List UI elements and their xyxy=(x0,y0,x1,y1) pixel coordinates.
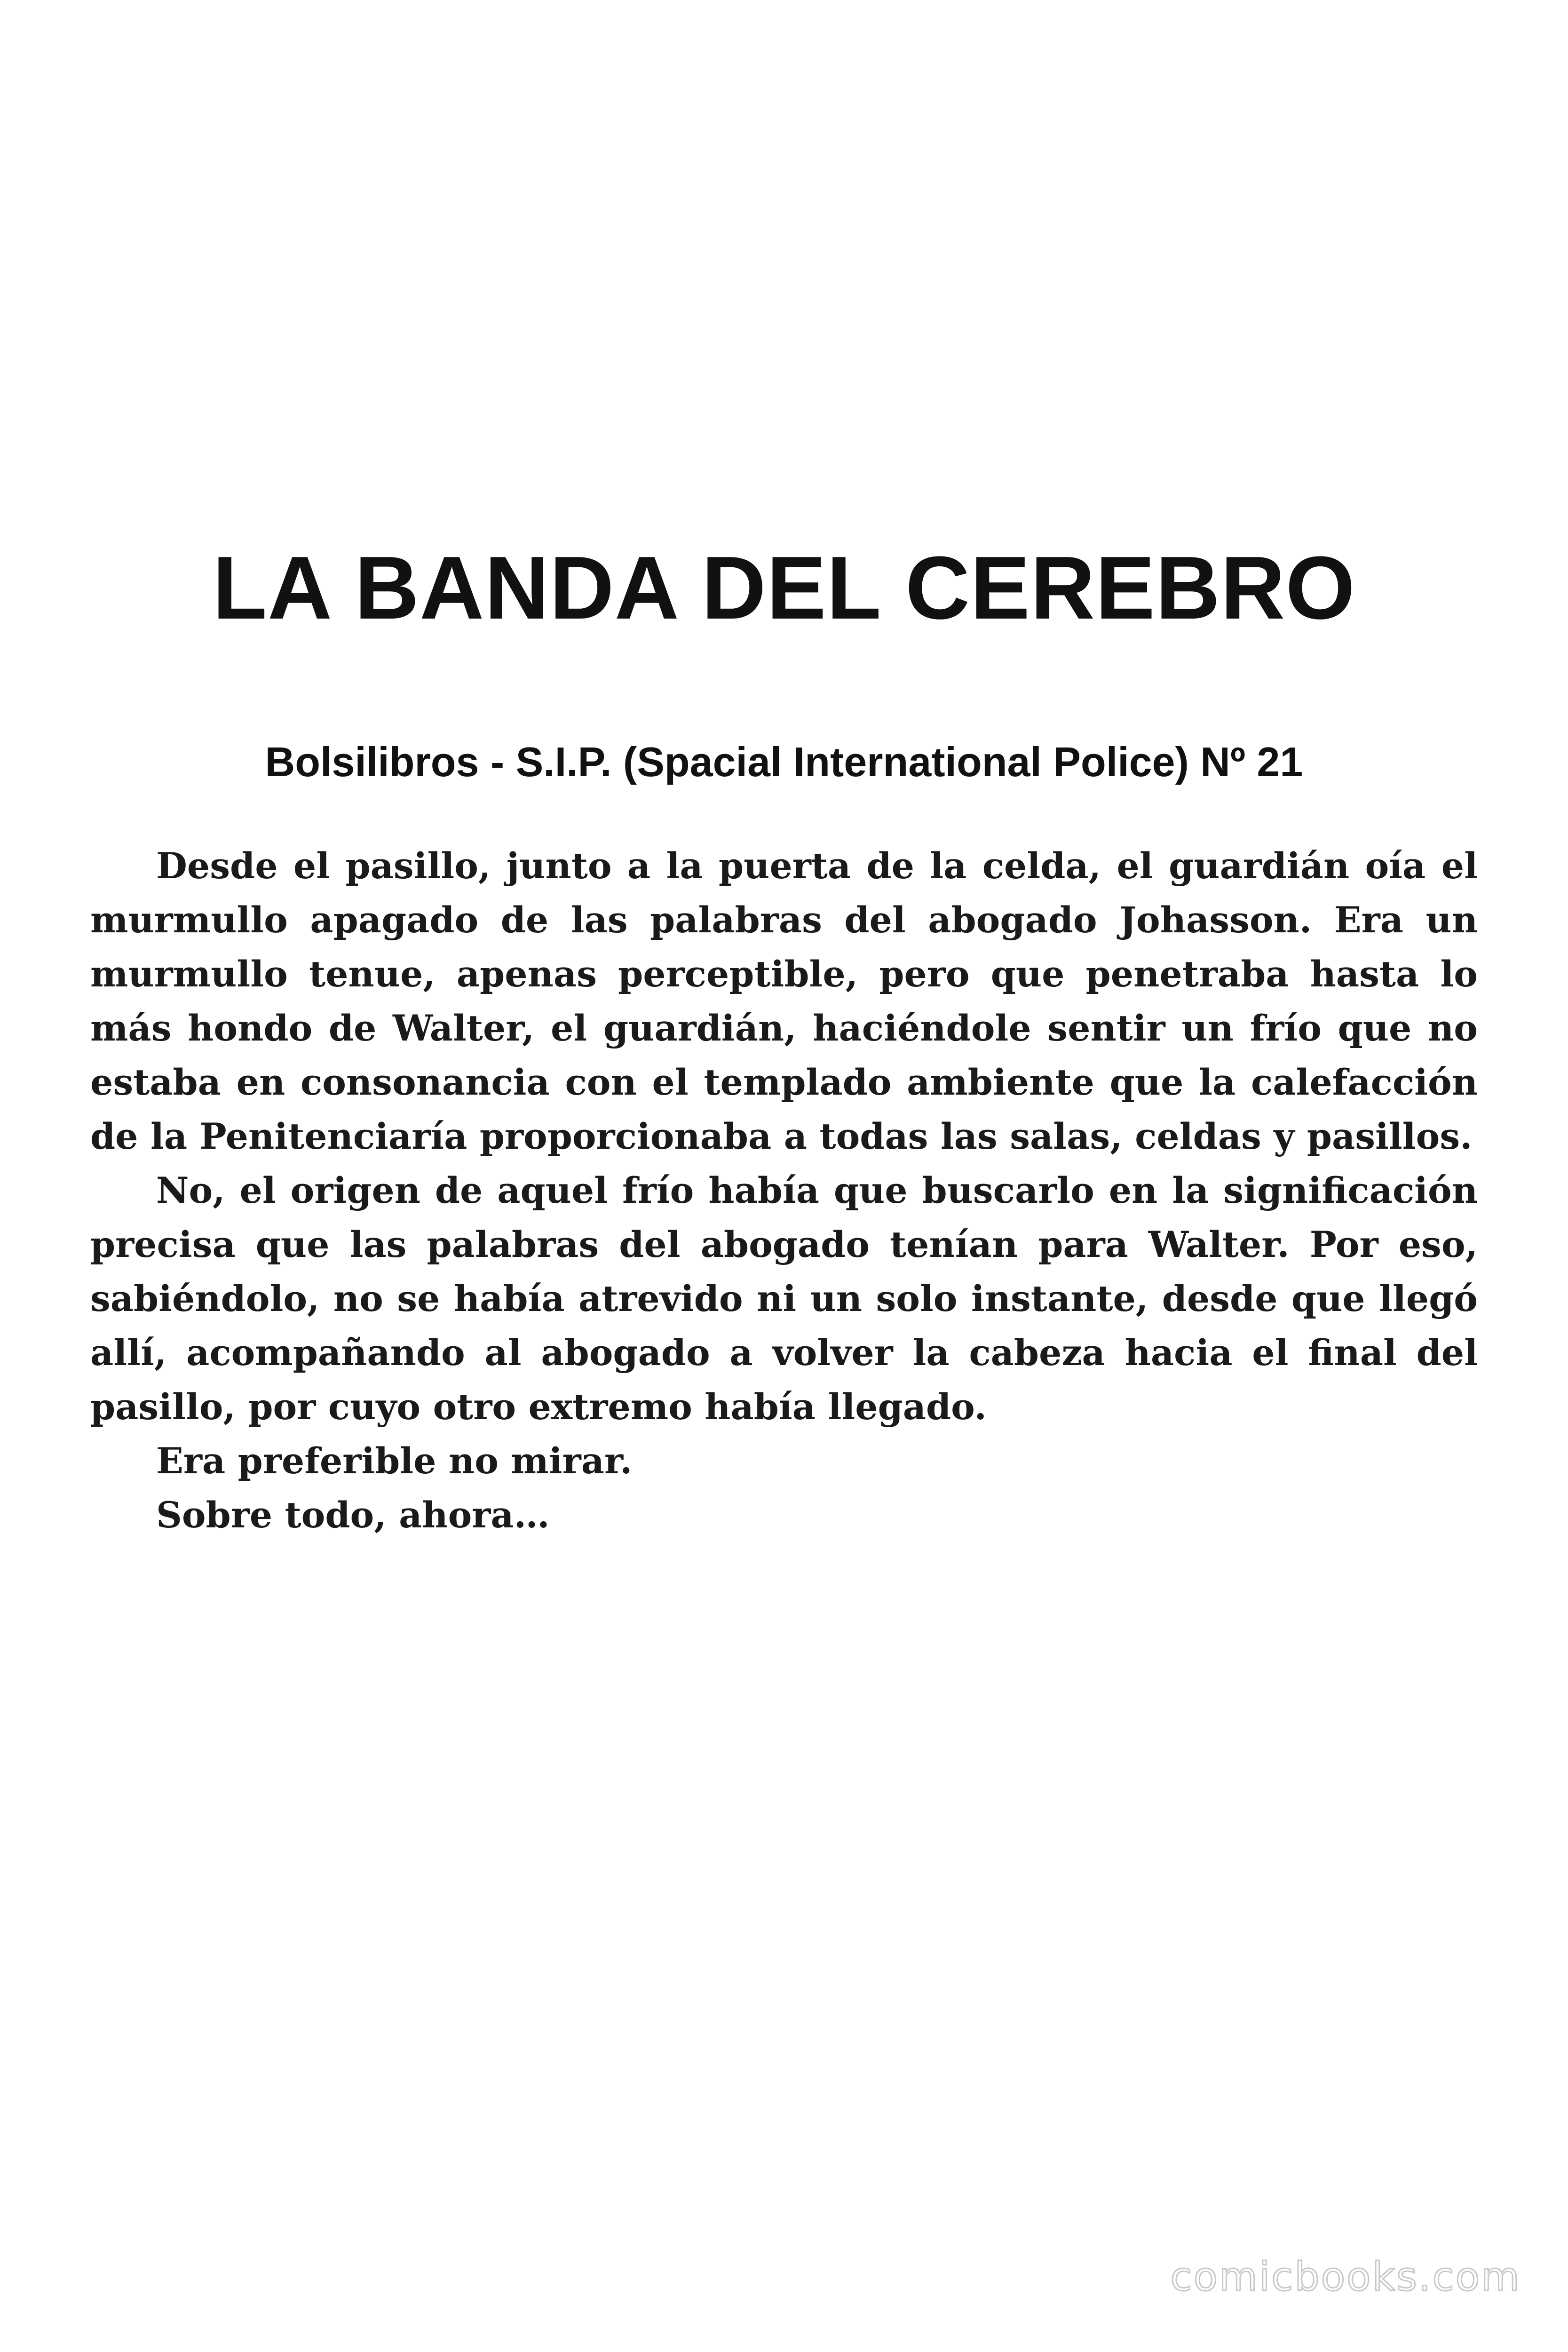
paragraph: Sobre todo, ahora… xyxy=(156,1494,550,1536)
watermark: comicbooks.com xyxy=(1170,2254,1521,2300)
paragraph: No, el origen de aquel frío había que buscarlo en la significación precisa que las palabras del abogado tenían para Walter. Por eso, sabiéndolo, no se había atrevido ni un solo instante, desde que llegó allí, acompañando al abogado a volver la cabeza hacia el final del pasillo, por cuyo otro extremo había llegado. xyxy=(90,1169,1478,1428)
book-title: LA BANDA DEL CEREBRO xyxy=(212,538,1356,638)
body-text xyxy=(90,839,1478,1542)
paragraph: Desde el pasillo, junto a la puerta de la celda, el guardián oía el murmullo apagado de las palabras del abogado Johasson. Era un murmullo tenue, apenas perceptible, pero que penetraba hasta lo más hondo de Walter, el guardián, haciéndole sentir un frío que no estaba en consonancia con el templado ambiente que la calefacción de la Penitenciaría proporcionaba a todas las salas, celdas y pasillos. xyxy=(90,845,1478,1157)
book-subtitle: Bolsilibros - S.I.P. (Spacial International Police) Nº 21 xyxy=(265,739,1303,785)
paragraph: Era preferible no mirar. xyxy=(156,1440,633,1482)
